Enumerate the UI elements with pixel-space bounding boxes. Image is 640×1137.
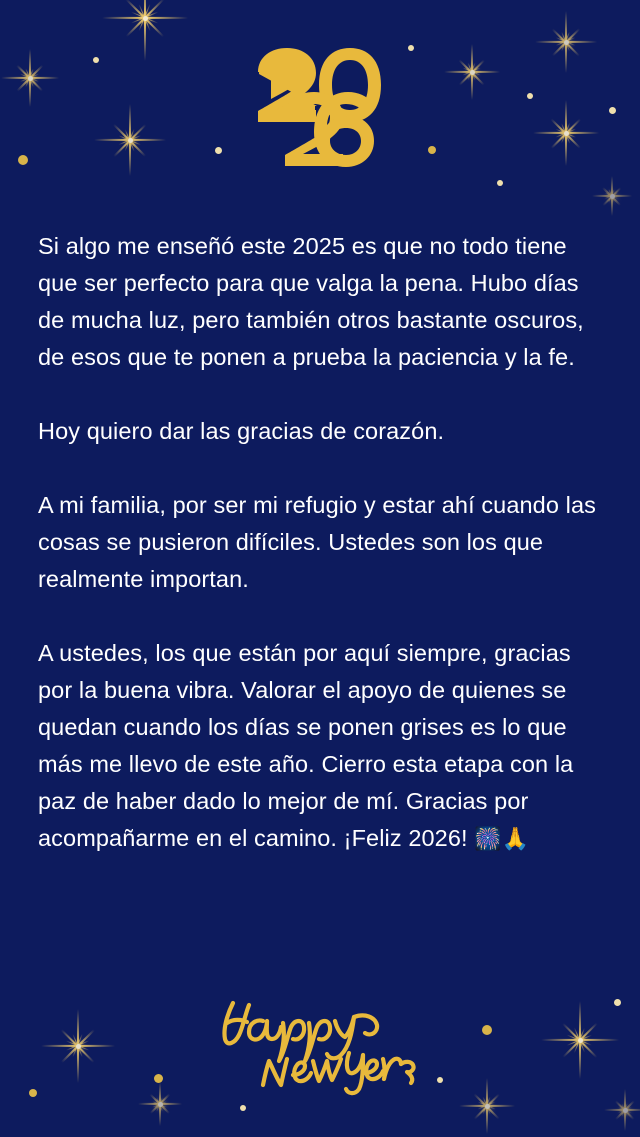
card-header [0,0,640,205]
card-footer [0,957,640,1137]
message-paragraph-4 [38,635,610,858]
closing-emoji: 🎆🙏 [474,827,530,852]
greeting-message [38,228,610,858]
message-paragraph-3: A mi familia, por ser mi refugio y estar ahí cuando las cosas se pusieron difíciles. Ustedes son los que realmente importan. [38,492,596,592]
message-paragraph-1: Si algo me enseñó este 2025 es que no todo tiene que ser perfecto para que valga la pena. Hubo días de mucha luz, pero también otros bastante oscuros, de esos que te ponen a prueba la paciencia y la fe. [38,233,584,370]
year-2026-icon [255,48,385,168]
message-paragraph-2: Hoy quiero dar las gracias de corazón. [38,418,445,444]
happy-new-year-script-icon [215,989,425,1099]
message-paragraph-4-text: A ustedes, los que están por aquí siempre, gracias por la buena vibra. Valorar el apoyo de quienes se quedan cuando los días se ponen grises es lo que más me llevo de este año. Cierro esta etapa con la paz de haber dado lo mejor de mí. Gracias por acompañarme en el camino. ¡Feliz 2026! [38,640,574,851]
